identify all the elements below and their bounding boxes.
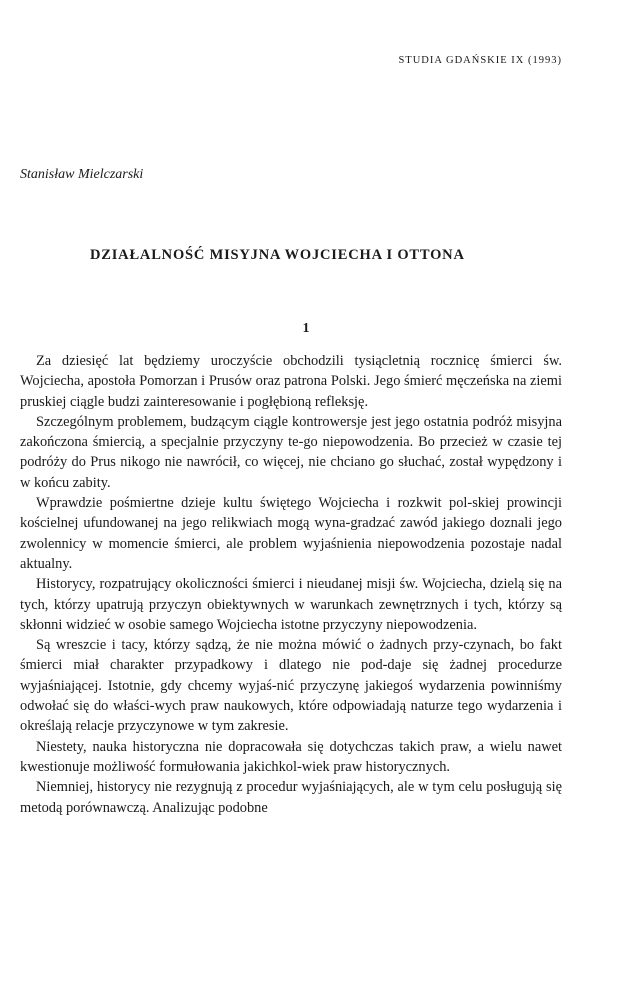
- article-body: [20, 351, 562, 818]
- paragraph-3: Wprawdzie pośmiertne dzieje kultu świętego Wojciecha i rozkwit pol-skiej prowincji kościelnej ufundowanej na jego relikwiach mogą wyna-gradzać zawód jakiego doznali jego zwolennicy w momencie śmierci, ale problem wyjaśnienia niepowodzenia pozostaje nadal aktualny.: [20, 495, 562, 572]
- paragraph-2: Szczególnym problemem, budzącym ciągle kontrowersje jest jego ostatnia podróż misyjna zakończona śmiercią, a specjalnie przyczyny te-go niepowodzenia. Bo przecież w czasie tej podróży do Prus nikogo nie nawrócił, co więcej, nie chciano go słuchać, został wypędzony i w końcu zabity.: [20, 413, 562, 491]
- article-title: DZIAŁALNOŚĆ MISYJNA WOJCIECHA I OTTONA: [90, 247, 465, 263]
- journal-header: STUDIA GDAŃSKIE IX (1993): [398, 55, 562, 66]
- author-name: Stanisław Mielczarski: [20, 167, 144, 182]
- section-number: 1: [302, 321, 310, 336]
- paragraph-6: Niestety, nauka historyczna nie dopracowała się dotychczas takich praw, a wielu nawet kwestionuje możliwość formułowania jakichkol-wiek praw historycznych.: [20, 738, 562, 775]
- paragraph-1: Za dziesięć lat będziemy uroczyście obchodzili tysiącletnią rocznicę śmierci św. Wojciecha, apostoła Pomorzan i Prusów oraz patrona Polski. Jego śmierć męczeńska na ziemi pruskiej ciągle budzi zainteresowanie i pogłębioną refleksję.: [20, 353, 562, 410]
- paragraph-5: Są wreszcie i tacy, którzy sądzą, że nie można mówić o żadnych przy-czynach, bo fakt śmierci miał charakter przypadkowy i dlatego nie pod-daje się żadnej procedurze wyjaśniającej. Istotnie, gdy chcemy wyjaś-nić przyczynę jakiegoś wydarzenia powinniśmy odwołać się do właści-wych praw naukowych, które odpowiadają naturze tego wydarzenia i określają relacje przyczynowe w tym zakresie.: [20, 637, 562, 735]
- paragraph-7: Niemniej, historycy nie rezygnują z procedur wyjaśniających, ale w tym celu posługują się metodą porównawczą. Analizując podobne: [20, 779, 562, 816]
- paragraph-4: Historycy, rozpatrujący okoliczności śmierci i nieudanej misji św. Wojciecha, dzielą się na tych, którzy upatrują przyczyn obiektywnych w warunkach zewnętrznych i tych, którzy są skłonni widzieć w osobie samego Wojciecha istotne przyczyny niepowodzenia.: [20, 576, 562, 633]
